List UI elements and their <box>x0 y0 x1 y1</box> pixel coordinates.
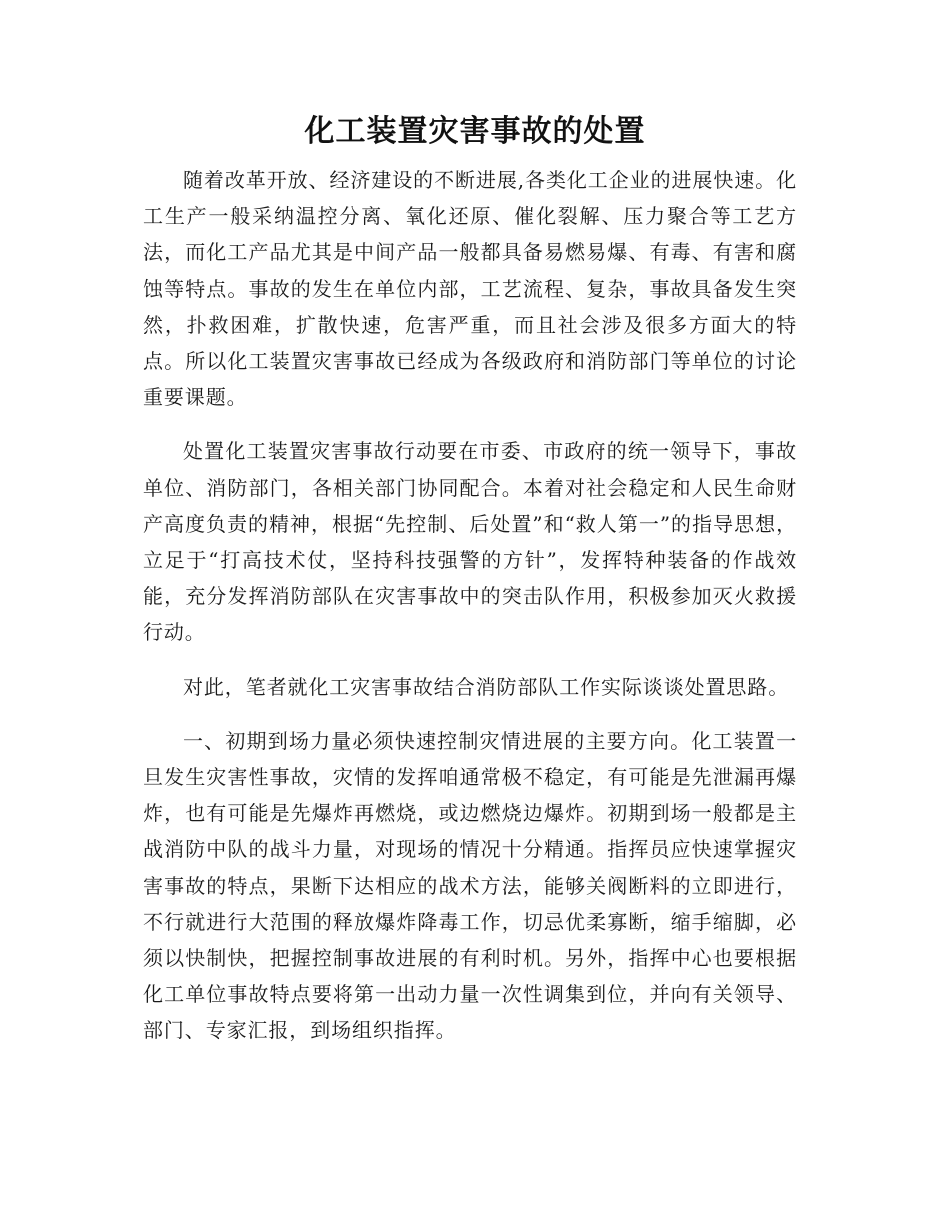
paragraph-3: 对此，笔者就化工灾害事故结合消防部队工作实际谈谈处置思路。 <box>183 674 790 699</box>
paragraph-2: 处置化工装置灾害事故行动要在市委、市政府的统一领导下，事故单位、消防部门，各相关部门协同配合。本着对社会稳定和人民生命财产高度负责的精神，根据“先控制、后处置”和“救人第一”的指导思想，立足于“打高技术仗，坚持科技强警的方针”，发挥特种装备的作战效能，充分发挥消防部队在灾害事故中的突击队作用，积极参加灭火救援行动。 <box>143 439 797 645</box>
document-body <box>143 162 797 1067</box>
paragraph-4: 一、初期到场力量必须快速控制灾情进展的主要方向。化工装置一旦发生灾害性事故，灾情的发挥咱通常极不稳定，有可能是先泄漏再爆炸，也有可能是先爆炸再燃烧，或边燃烧边爆炸。初期到场一般都是主战消防中队的战斗力量，对现场的情况十分精通。指挥员应快速掌握灾害事故的特点，果断下达相应的战术方法，能够关阀断料的立即进行，不行就进行大范围的释放爆炸降毒工作，切忌优柔寡断，缩手缩脚，必须以快制快，把握控制事故进展的有利时机。另外，指挥中心也要根据化工单位事故特点要将第一出动力量一次性调集到位，并向有关领导、部门、专家汇报，到场组织指挥。 <box>143 728 797 1043</box>
paragraph-1: 随着改革开放、经济建设的不断进展,各类化工企业的进展快速。化工生产一般采纳温控分离、氧化还原、催化裂解、压力聚合等工艺方法，而化工产品尤其是中间产品一般都具备易燃易爆、有毒、有害和腐蚀等特点。事故的发生在单位内部，工艺流程、复杂，事故具备发生突然，扑救困难，扩散快速，危害严重，而且社会涉及很多方面大的特点。所以化工装置灾害事故已经成为各级政府和消防部门等单位的讨论重要课题。 <box>143 168 797 410</box>
document-title: 化工装置灾害事故的处置 <box>304 114 646 149</box>
